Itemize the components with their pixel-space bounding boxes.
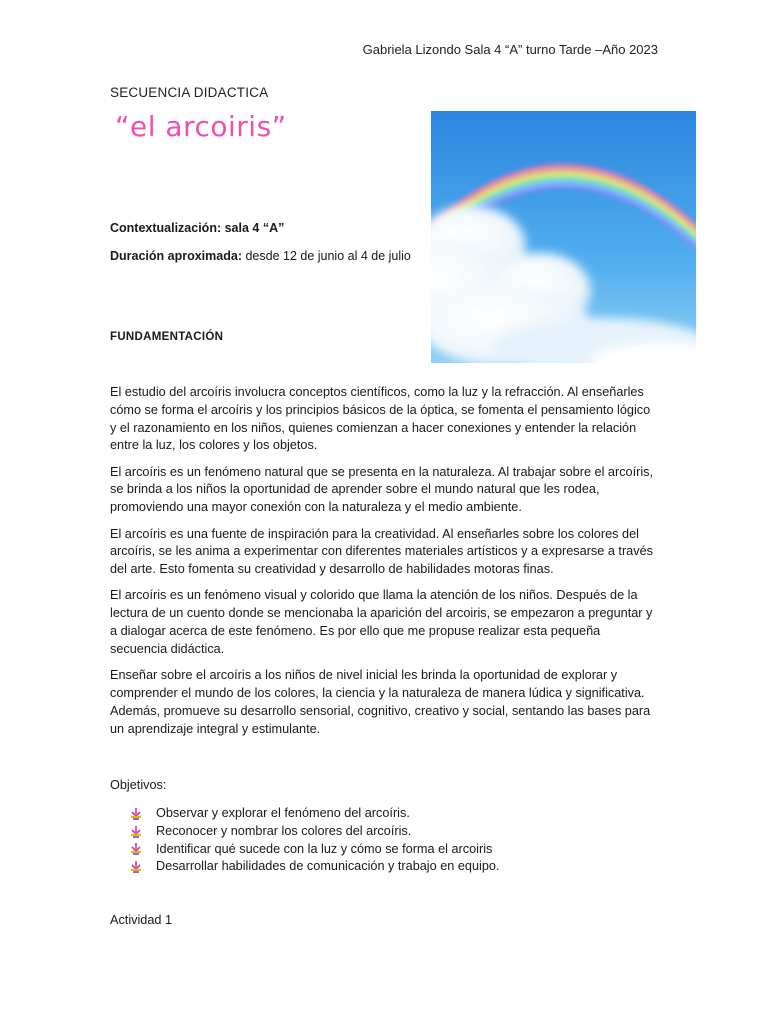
fundamentacion-body <box>110 384 655 747</box>
list-item <box>130 841 499 859</box>
arrow-bullet-icon <box>130 843 142 855</box>
paragraph: Enseñar sobre el arcoíris a los niños de nivel inicial les brinda la oportunidad de explorar y comprender el mundo de los colores, la ciencia y la naturaleza de manera lúdica y significativa. Además, promueve su desarrollo sensorial, cognitivo, creativo y social, sentando las bases para un aprendizaje integral y estimulante. <box>110 668 651 736</box>
context-label: Contextualización: sala 4 “A” <box>110 221 285 235</box>
document-title: “el arcoiris” <box>115 110 287 143</box>
arrow-bullet-icon <box>130 808 142 820</box>
objective-text: Identificar qué sucede con la luz y cómo se forma el arcoiris <box>156 841 493 856</box>
activity-heading: Actividad 1 <box>110 913 173 927</box>
duration-line <box>110 249 411 263</box>
rainbow-illustration <box>431 111 696 363</box>
objetivos-list <box>130 805 499 876</box>
objective-text: Desarrollar habilidades de comunicación y trabajo en equipo. <box>156 859 500 874</box>
list-item <box>130 805 499 823</box>
list-item <box>130 823 499 841</box>
context-line <box>110 221 284 235</box>
objective-text: Reconocer y nombrar los colores del arcoíris. <box>156 823 412 838</box>
paragraph: El arcoíris es una fuente de inspiración para la creatividad. Al enseñarles sobre los colores del arcoíris, se les anima a experimentar con diferentes materiales artísticos y a expresarse a través del arte. Esto fomenta su creatividad y desarrollo de habilidades motoras finas. <box>110 526 653 577</box>
paragraph: El arcoíris es un fenómeno natural que se presenta en la naturaleza. Al trabajar sobre el arcoíris, se brinda a los niños la oportunidad de aprender sobre el mundo natural que les rodea, promoviendo una mayor conexión con la naturaleza y el medio ambiente. <box>110 464 654 515</box>
paragraph: El estudio del arcoíris involucra conceptos científicos, como la luz y la refracción. Al enseñarles cómo se forma el arcoíris y los principios básicos de la óptica, se fomenta el pensamiento lógico y el razonamiento en los niños, quienes comienzan a hacer conexiones y entender la relación entre la luz, los colores y los objetos. <box>110 385 651 453</box>
document-kind: SECUENCIA DIDACTICA <box>110 85 269 100</box>
list-item <box>130 858 499 876</box>
objective-text: Observar y explorar el fenómeno del arcoíris. <box>156 806 410 820</box>
arrow-bullet-icon <box>130 861 142 873</box>
rainbow-sky-photo <box>431 111 696 363</box>
duration-label: Duración aproximada: <box>110 249 242 263</box>
objetivos-heading: Objetivos: <box>110 778 167 792</box>
document-header: Gabriela Lizondo Sala 4 “A” turno Tarde –Año 2023 <box>362 42 658 57</box>
fundamentacion-heading: FUNDAMENTACIÓN <box>110 331 224 343</box>
duration-value: desde 12 de junio al 4 de julio <box>241 249 411 263</box>
paragraph: El arcoíris es un fenómeno visual y colorido que llama la atención de los niños. Después de la lectura de un cuento donde se mencionaba la aparición del arcoiris, se empezaron a preguntar y a dialogar acerca de este fenómeno. Es por ello que me propuse realizar esta pequeña secuencia didáctica. <box>110 588 653 656</box>
arrow-bullet-icon <box>130 826 142 838</box>
